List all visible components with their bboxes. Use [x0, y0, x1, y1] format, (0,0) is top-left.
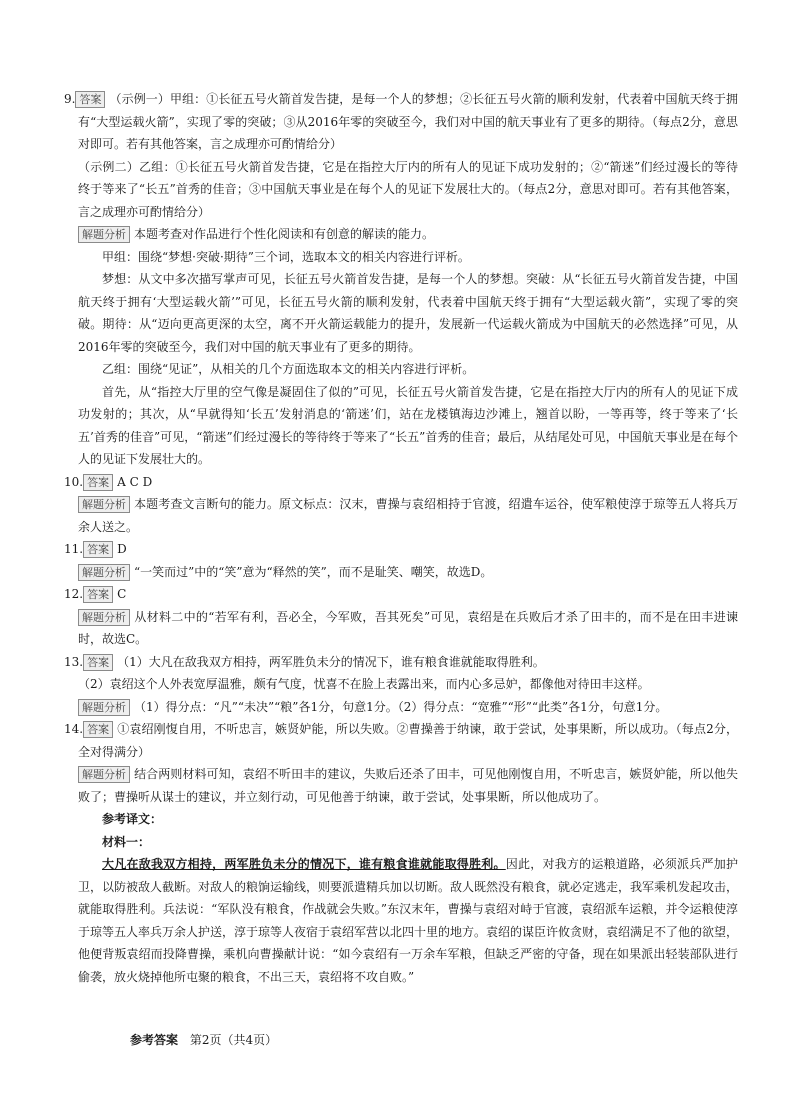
material-one-text: 大凡在敌我双方相持，两军胜负未分的情况下，谁有粮食谁就能取得胜利。因此，对我方的运粮道路，必须派兵严加护卫，以防被敌人截断。对敌人的粮饷运输线，则要派遣精兵加以切断。敌人既然没有粮食，就必定逃走，我军乘机发起攻击，就能取得胜利。兵法说：“军队没有粮食，作战就会失败。”东汉末年，曹操与袁绍对峙于官渡，袁绍派车运粮，并令运粮使淳于琼等五人率兵万余人护送，淳于琼等人夜宿于袁绍军营以北四十里的地方。袁绍的谋臣许攸贪财，袁绍满足不了他的欲望，他便背叛袁绍而投降曹操，乘机向曹操献计说：“如今袁绍有一万余车军粮，但缺乏严密的守备，现在如果派出轻装部队进行偷袭，放火烧掉他所屯聚的粮食，不出三天，袁绍将不攻自败。” — [78, 857, 739, 984]
q9-answer: 9. 答案 （示例一）甲组：①长征五号火箭首发告捷，是每一个人的梦想；②长征五号火箭的顺利发射，代表着中国航天终于拥有“大型运载火箭”，实现了零的突破；③从2016年零的突破至今，我们对中国的航天事业有了更多的期待。（每点2分，意思对即可。若有其他答案，言之成理亦可酌情给分） — [64, 92, 738, 151]
material-one-heading: 材料一： — [102, 834, 151, 849]
analysis-tag: 解题分析 — [78, 226, 130, 243]
answer-tag: 答案 — [83, 721, 113, 738]
page-number: 第2页（共4页） — [189, 1033, 278, 1047]
q9-analysis-group-a: 甲组：围绕“梦想·突破·期待”三个词，选取本文的相关内容进行评析。 — [102, 249, 470, 264]
answer-page — [64, 88, 739, 988]
q9-analysis-group-a-detail: 梦想：从文中多次描写掌声可见，长征五号火箭首发告捷，是每一个人的梦想。突破：从“长征五号火箭首发告捷，中国航天终于拥有‘大型运载火箭’”可见，长征五号火箭的顺利发射，代表着中国航天终于拥有“大型运载火箭”，实现了零的突破。期待：从“迈向更高更深的太空，离不开火箭运载能力的提升，发展新一代运载火箭成为中国航天的必然选择”可见，从2016年零的突破至今，我们对中国的航天事业有了更多的期待。 — [78, 272, 738, 354]
q14-analysis: 解题分析 结合两则材料可知，袁绍不听田丰的建议，失败后还杀了田丰，可见他刚愎自用，不听忠言，嫉贤妒能，所以他失败了；曹操听从谋士的建议，并立刻行动，可见他善于纳谏，敢于尝试，处事果断，所以他成功了。 — [78, 767, 738, 804]
q9-analysis-group-b: 乙组：围绕“见证”，从相关的几个方面选取本文的相关内容进行评析。 — [102, 362, 475, 376]
answer-tag: 答案 — [83, 541, 113, 558]
q14-answer: 14. 答案 ①袁绍刚愎自用，不听忠言，嫉贤妒能，所以失败。②曹操善于纳谏，敢于尝试，处事果断，所以成功。（每点2分，全对得满分） — [64, 722, 738, 759]
q9-analysis: 解题分析 本题考查对作品进行个性化阅读和有创意的解读的能力。 — [78, 223, 738, 246]
q12-answer: 12. 答案 C — [64, 587, 127, 601]
q13-analysis: 解题分析 （1）得分点：“凡”“未决”“粮”各1分，句意1分。（2）得分点：“宽雅”“形”“此类”各1分，句意1分。 — [78, 696, 738, 719]
q11-analysis: 解题分析 “一笑而过”中的“笑”意为“释然的笑”，而不是耻笑、嘲笑，故选D。 — [78, 561, 738, 584]
analysis-tag: 解题分析 — [78, 564, 130, 581]
q9-answer-example2: （示例二）乙组：①长征五号火箭首发告捷，它是在指控大厅内的所有人的见证下成功发射的；②“箭迷”们经过漫长的等待终于等来了“长五”首秀的佳音；③中国航天事业是在每个人的见证下发展壮大的。（每点2分，意思对即可。若有其他答案，言之成理亦可酌情给分） — [78, 159, 738, 219]
q12-analysis: 解题分析 从材料二中的“若军有利，吾必全，今军败，吾其死矣”可见，袁绍是在兵败后才杀了田丰的，而不是在田丰进谏时，故选C。 — [78, 609, 738, 646]
underlined-sentence: 大凡在敌我双方相持，两军胜负未分的情况下，谁有粮食谁就能取得胜利。 — [102, 857, 506, 871]
answer-tag: 答案 — [83, 474, 113, 491]
analysis-tag: 解题分析 — [78, 699, 130, 716]
analysis-tag: 解题分析 — [78, 766, 130, 783]
footer-label: 参考答案 — [130, 1033, 179, 1047]
answer-tag: 答案 — [83, 586, 113, 603]
answer-tag: 答案 — [75, 91, 105, 108]
answer-tag: 答案 — [83, 654, 113, 671]
q9-analysis-group-b-detail: 首先，从“指控大厅里的空气像是凝固住了似的”可见，长征五号火箭首发告捷，它是在指控大厅内的所有人的见证下成功发射的；其次，从“早就得知‘长五’发射消息的‘箭迷’们，站在龙楼镇海边沙滩上，翘首以盼，一等再等，终于等来了‘长五’首秀的佳音”可见，“箭迷”们经过漫长的等待终于等来了“长五”首秀的佳音；最后，从结尾处可见，中国航天事业是在每个人的见证下发展壮大的。 — [78, 384, 738, 466]
q13-answer-part2: （2）袁绍这个人外表宽厚温雅，颇有气度，忧喜不在脸上表露出来，而内心多忌妒，都像他对待田丰这样。 — [78, 677, 650, 691]
analysis-tag: 解题分析 — [78, 496, 130, 513]
translation-heading: 参考译文： — [102, 812, 163, 826]
q10-analysis: 解题分析 本题考查文言断句的能力。原文标点：汉末，曹操与袁绍相持于官渡，绍遣车运谷，使军粮使淳于琼等五人将兵万余人送之。 — [78, 497, 738, 534]
analysis-tag: 解题分析 — [78, 609, 130, 626]
q13-answer: 13. 答案 （1）大凡在敌我双方相持，两军胜负未分的情况下，谁有粮食谁就能取得胜利。 — [64, 654, 545, 669]
page-footer — [130, 1030, 277, 1050]
q11-answer: 11. 答案 D — [64, 542, 127, 556]
q10-answer: 10. 答案 A C D — [64, 474, 153, 489]
